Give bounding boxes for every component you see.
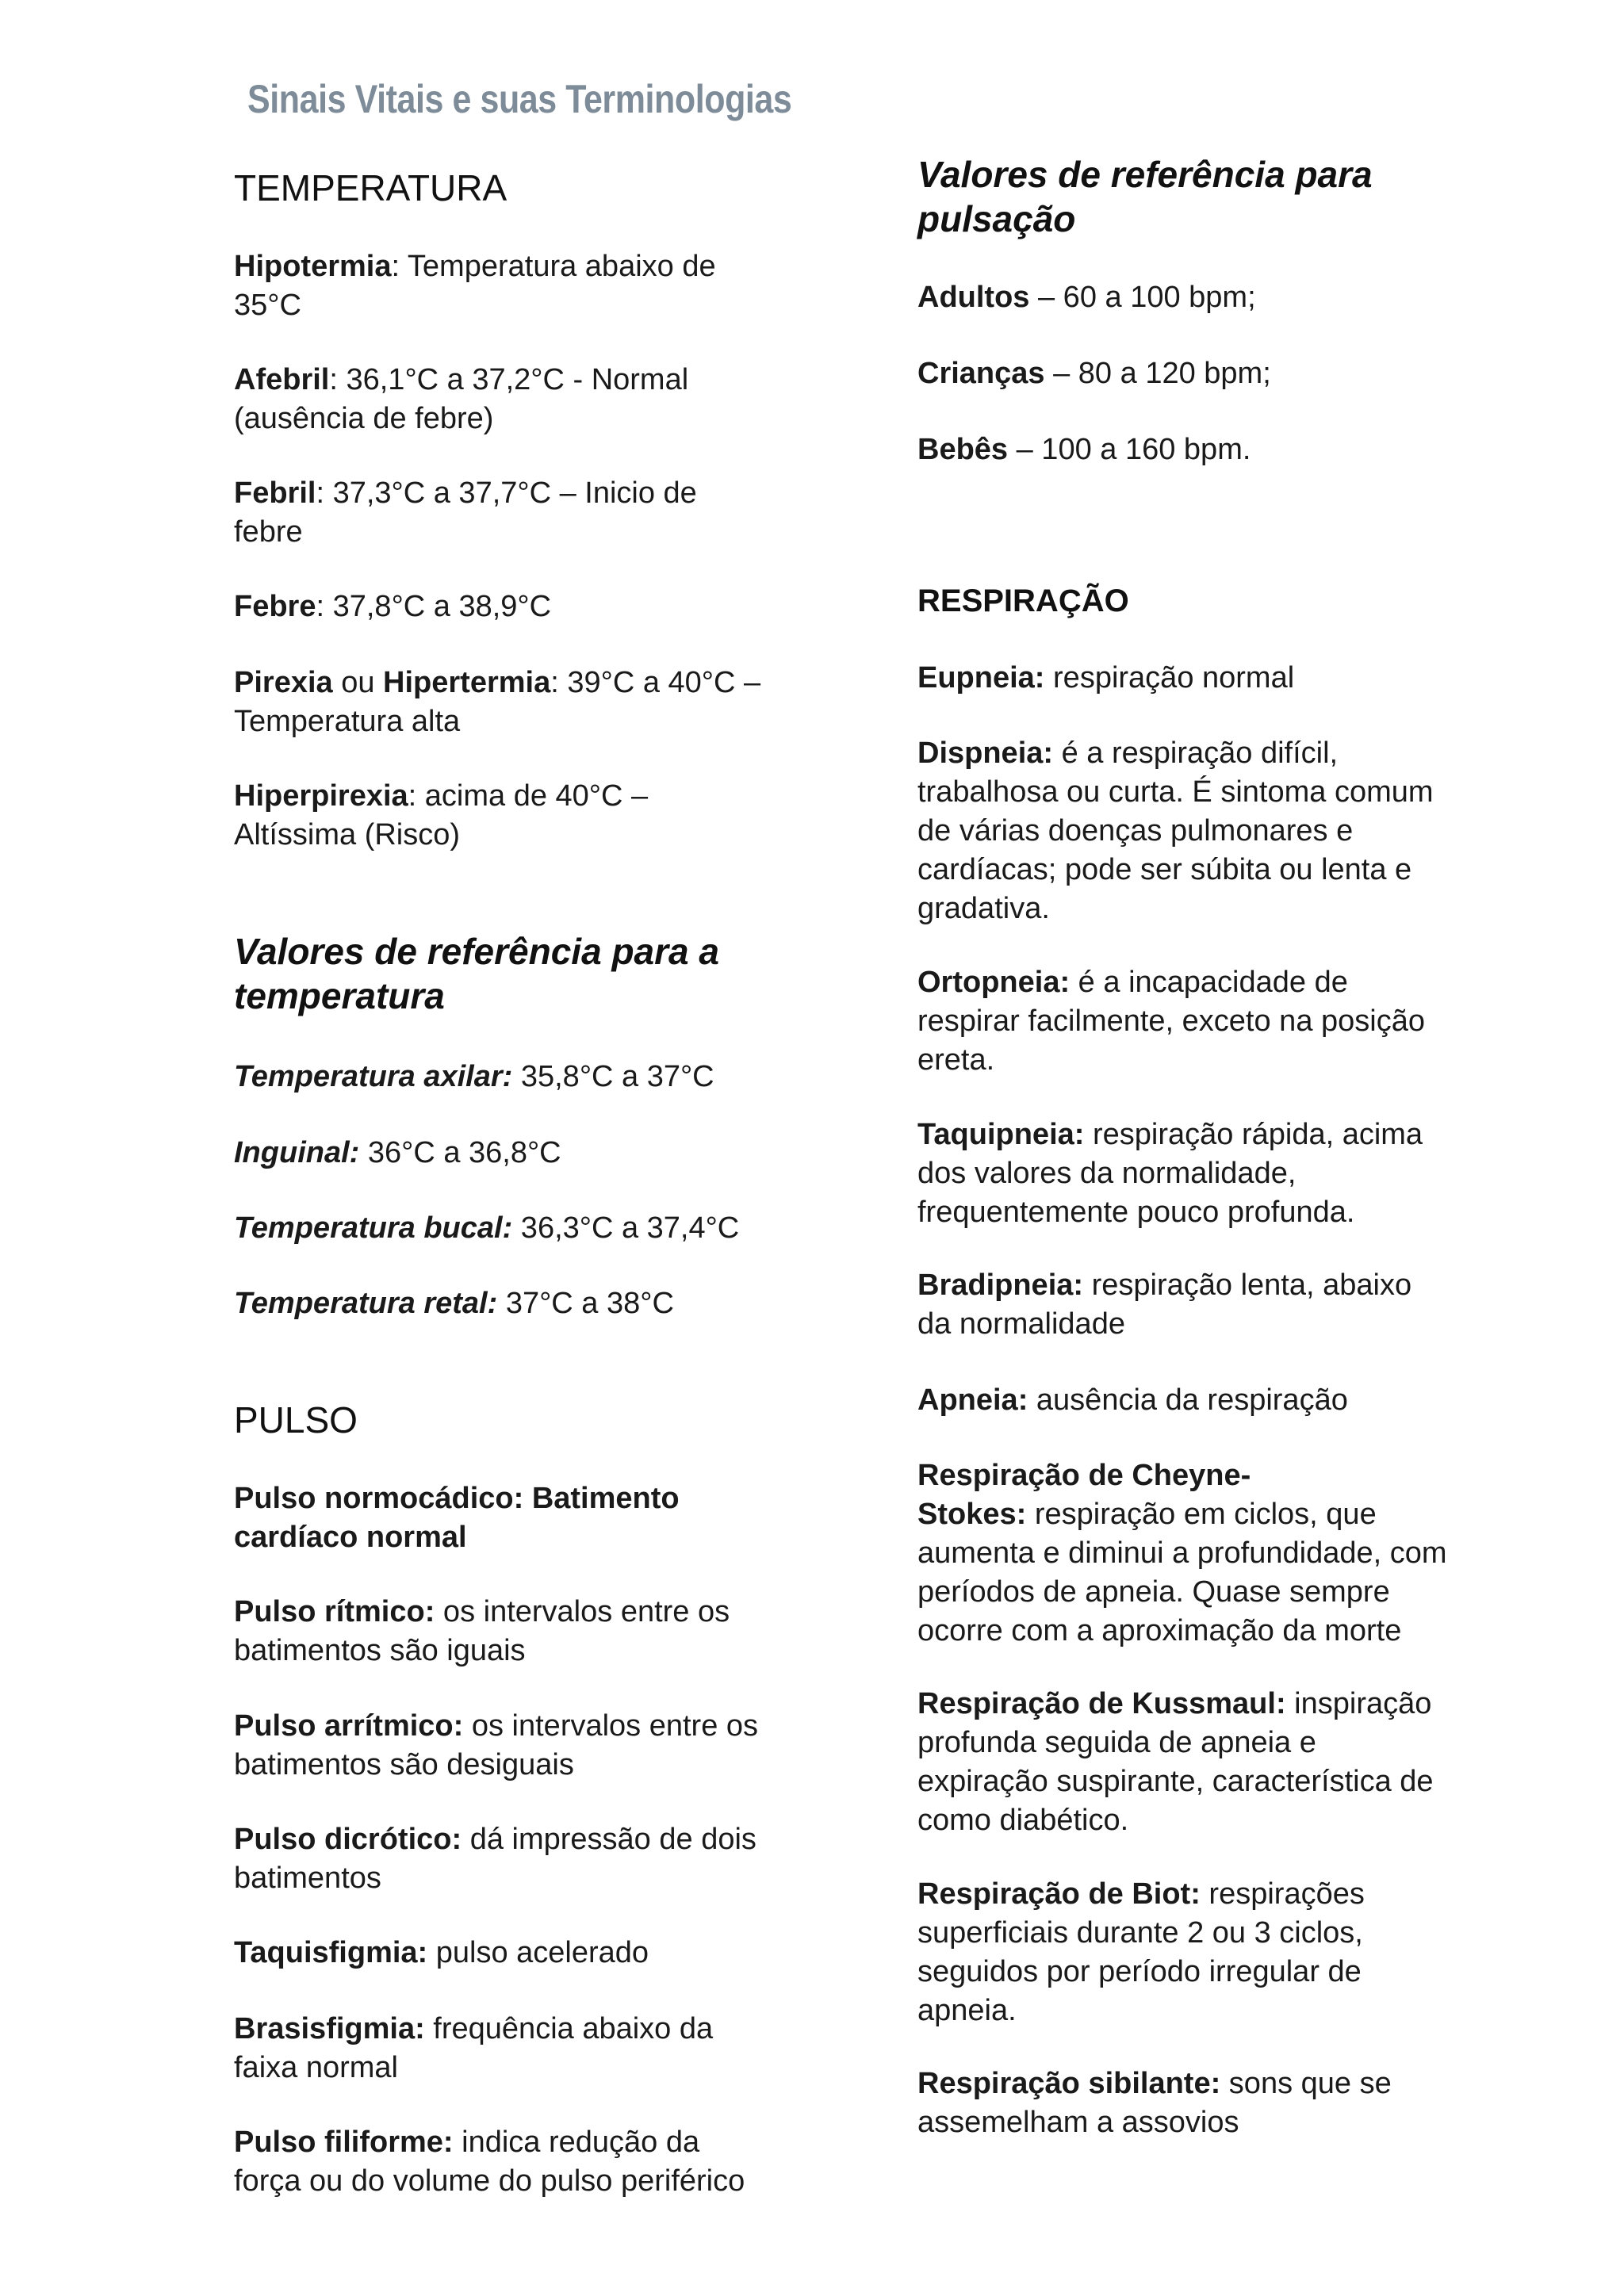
entry-ortopneia: Ortopneia: é a incapacidade de respirar facilmente, exceto na posição ereta. <box>917 966 1425 1077</box>
entry-biot: Respiração de Biot: respirações superficiais durante 2 ou 3 ciclos, seguidos por período irregular de apneia. <box>917 1877 1365 2027</box>
entry-pulso-normocadico: Pulso normocádico: Batimento cardíaco normal <box>234 1482 680 1554</box>
entry-hipotermia: Hipotermia: Temperatura abaixo de 35°C <box>234 250 716 322</box>
heading-referencia-temperatura: Valores de referência para a temperatura <box>234 931 719 1016</box>
entry-cheyne-stokes: Respiração de Cheyne- Stokes: respiração em ciclos, que aumenta e diminui a profundidade, com períodos de apneia. Quase sempre ocorre com a aproximação da morte <box>917 1459 1447 1647</box>
entry-dispneia: Dispneia: é a respiração difícil, trabalhosa ou curta. É sintoma comum de várias doenças pulmonares e cardíacas; pode ser súbita ou lenta e gradativa. <box>917 737 1434 925</box>
entry-inguinal: Inguinal: 36°C a 36,8°C <box>234 1136 561 1169</box>
entry-bradipneia: Bradipneia: respiração lenta, abaixo da normalidade <box>917 1269 1412 1341</box>
entry-taquipneia: Taquipneia: respiração rápida, acima dos valores da normalidade, frequentemente pouco profunda. <box>917 1118 1423 1229</box>
entry-temperatura-axilar: Temperatura axilar: 35,8°C a 37°C <box>234 1060 714 1093</box>
heading-referencia-pulsacao: Valores de referência para pulsação <box>917 154 1373 239</box>
entry-temperatura-retal: Temperatura retal: 37°C a 38°C <box>234 1287 674 1320</box>
document-title: Sinais Vitais e suas Terminologias <box>247 77 792 121</box>
entry-apneia: Apneia: ausência da respiração <box>917 1383 1348 1417</box>
entry-criancas: Crianças – 80 a 120 bpm; <box>917 357 1271 390</box>
entry-adultos: Adultos – 60 a 100 bpm; <box>917 281 1256 314</box>
heading-pulso: PULSO <box>234 1399 358 1441</box>
entry-afebril: Afebril: 36,1°C a 37,2°C - Normal (ausência de febre) <box>234 363 689 435</box>
entry-sibilante: Respiração sibilante: sons que se assemelham a assovios <box>917 2067 1392 2139</box>
heading-temperatura: TEMPERATURA <box>234 167 508 209</box>
entry-taquisfigmia: Taquisfigmia: pulso acelerado <box>234 1936 649 1969</box>
heading-respiracao: RESPIRAÇÃO <box>917 584 1129 618</box>
entry-temperatura-bucal: Temperatura bucal: 36,3°C a 37,4°C <box>234 1211 740 1245</box>
entry-pirexia: Pirexia ou Hipertermia: 39°C a 40°C – Temperatura alta <box>234 666 761 738</box>
entry-febre: Febre: 37,8°C a 38,9°C <box>234 590 552 623</box>
entry-brasisfigmia: Brasisfigmia: frequência abaixo da faixa normal <box>234 2012 714 2084</box>
entry-eupneia: Eupneia: respiração normal <box>917 661 1295 695</box>
entry-hiperpirexia: Hiperpirexia: acima de 40°C – Altíssima (Risco) <box>234 779 649 851</box>
entry-pulso-arritmico: Pulso arrítmico: os intervalos entre os batimentos são desiguais <box>234 1709 759 1781</box>
entry-pulso-ritmico: Pulso rítmico: os intervalos entre os batimentos são iguais <box>234 1595 730 1667</box>
entry-pulso-filiforme: Pulso filiforme: indica redução da força ou do volume do pulso periférico <box>234 2126 745 2198</box>
entry-febril: Febril: 37,3°C a 37,7°C – Inicio de febre <box>234 476 697 549</box>
entry-kussmaul: Respiração de Kussmaul: inspiração profunda seguida de apneia e expiração suspirante, característica de como diabético. <box>917 1687 1434 1837</box>
entry-bebes: Bebês – 100 a 160 bpm. <box>917 433 1251 466</box>
entry-pulso-dicrotico: Pulso dicrótico: dá impressão de dois batimentos <box>234 1823 756 1895</box>
